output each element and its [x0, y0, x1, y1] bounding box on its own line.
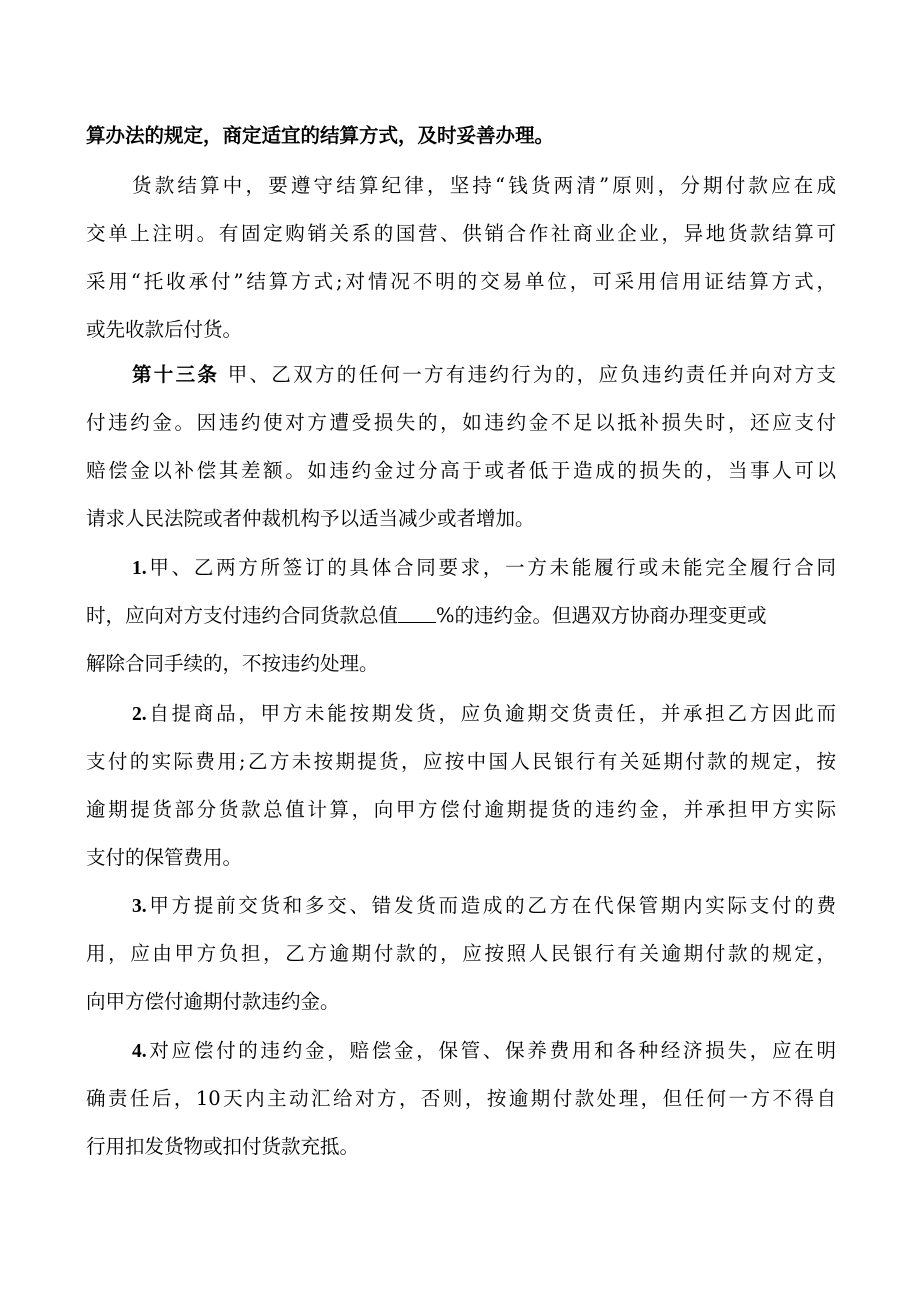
text-line: 请求人民法院或者仲裁机构予以适当减少或者增加。	[86, 507, 535, 530]
text-line: 解除合同手续的，不按违约处理。	[86, 652, 379, 675]
item-number: 2.	[132, 704, 147, 725]
text-line: 确责任后，10天内主动汇给对方，否则，按逾期付款处理，但任何一方不得自	[86, 1087, 836, 1110]
blank-field	[398, 621, 436, 623]
item-4-first-line	[132, 1027, 836, 1075]
text-line: 付违约金。因违约使对方遭受损失的，如违约金不足以抵补损失时，还应支付	[86, 411, 836, 434]
item-2-first-line	[132, 690, 836, 738]
text-line: 甲、乙双方的任何一方有违约行为的，应负违约责任并向对方支	[227, 363, 836, 386]
item-1-first-line	[132, 544, 836, 592]
text-line: 甲、乙两方所签订的具体合同要求，一方未能履行或未能完全履行合同	[146, 556, 836, 579]
text-line: 逾期提货部分货款总值计算，向甲方偿付逾期提货的违约金，并承担甲方实际	[86, 798, 836, 821]
text-line: 支付的实际费用;乙方未按期提货，应按中国人民银行有关延期付款的规定，按	[86, 750, 836, 773]
text-line: 货款结算中，要遵守结算纪律，坚持“钱货两清”原则，分期付款应在成	[132, 174, 836, 197]
text-line: %的违约金。但遇双方协商办理变更或	[436, 604, 767, 627]
text-line: 对应偿付的违约金，赔偿金，保管、保养费用和各种经济损失，应在明	[146, 1039, 836, 1062]
item-1-line-2	[86, 592, 836, 640]
text-line: 算办法的规定，商定适宜的结算方式，及时妥善办理。	[86, 124, 555, 147]
item-number: 3.	[132, 896, 147, 917]
text-line: 用，应由甲方负担，乙方逾期付款的，应按照人民银行有关逾期付款的规定，	[86, 942, 836, 965]
item-number: 1.	[132, 558, 147, 579]
text-line: 采用“托收承付”结算方式;对情况不明的交易单位，可采用信用证结算方式，	[86, 270, 836, 293]
text-line: 支付的保管费用。	[86, 846, 243, 869]
text-line: 时，应向对方支付违约合同货款总值	[86, 604, 399, 627]
text-line: 或先收款后付货。	[86, 318, 243, 341]
text-line: 向甲方偿付逾期付款违约金。	[86, 990, 340, 1013]
article-heading: 第十三条	[132, 363, 220, 386]
text-line: 交单上注明。有固定购销关系的国营、供销合作社商业企业，异地货款结算可	[86, 222, 836, 245]
item-3-first-line	[132, 882, 836, 930]
text-line: 行用扣发货物或扣付货款充抵。	[86, 1135, 360, 1158]
text-line: 自提商品，甲方未能按期发货，应负逾期交货责任，并承担乙方因此而	[146, 702, 836, 725]
item-number: 4.	[132, 1041, 147, 1062]
article-13-first-line	[132, 351, 836, 399]
text-line: 赔偿金以补偿其差额。如违约金过分高于或者低于造成的损失的，当事人可以	[86, 459, 836, 482]
text-line: 甲方提前交货和多交、错发货而造成的乙方在代保管期内实际支付的费	[146, 894, 836, 917]
